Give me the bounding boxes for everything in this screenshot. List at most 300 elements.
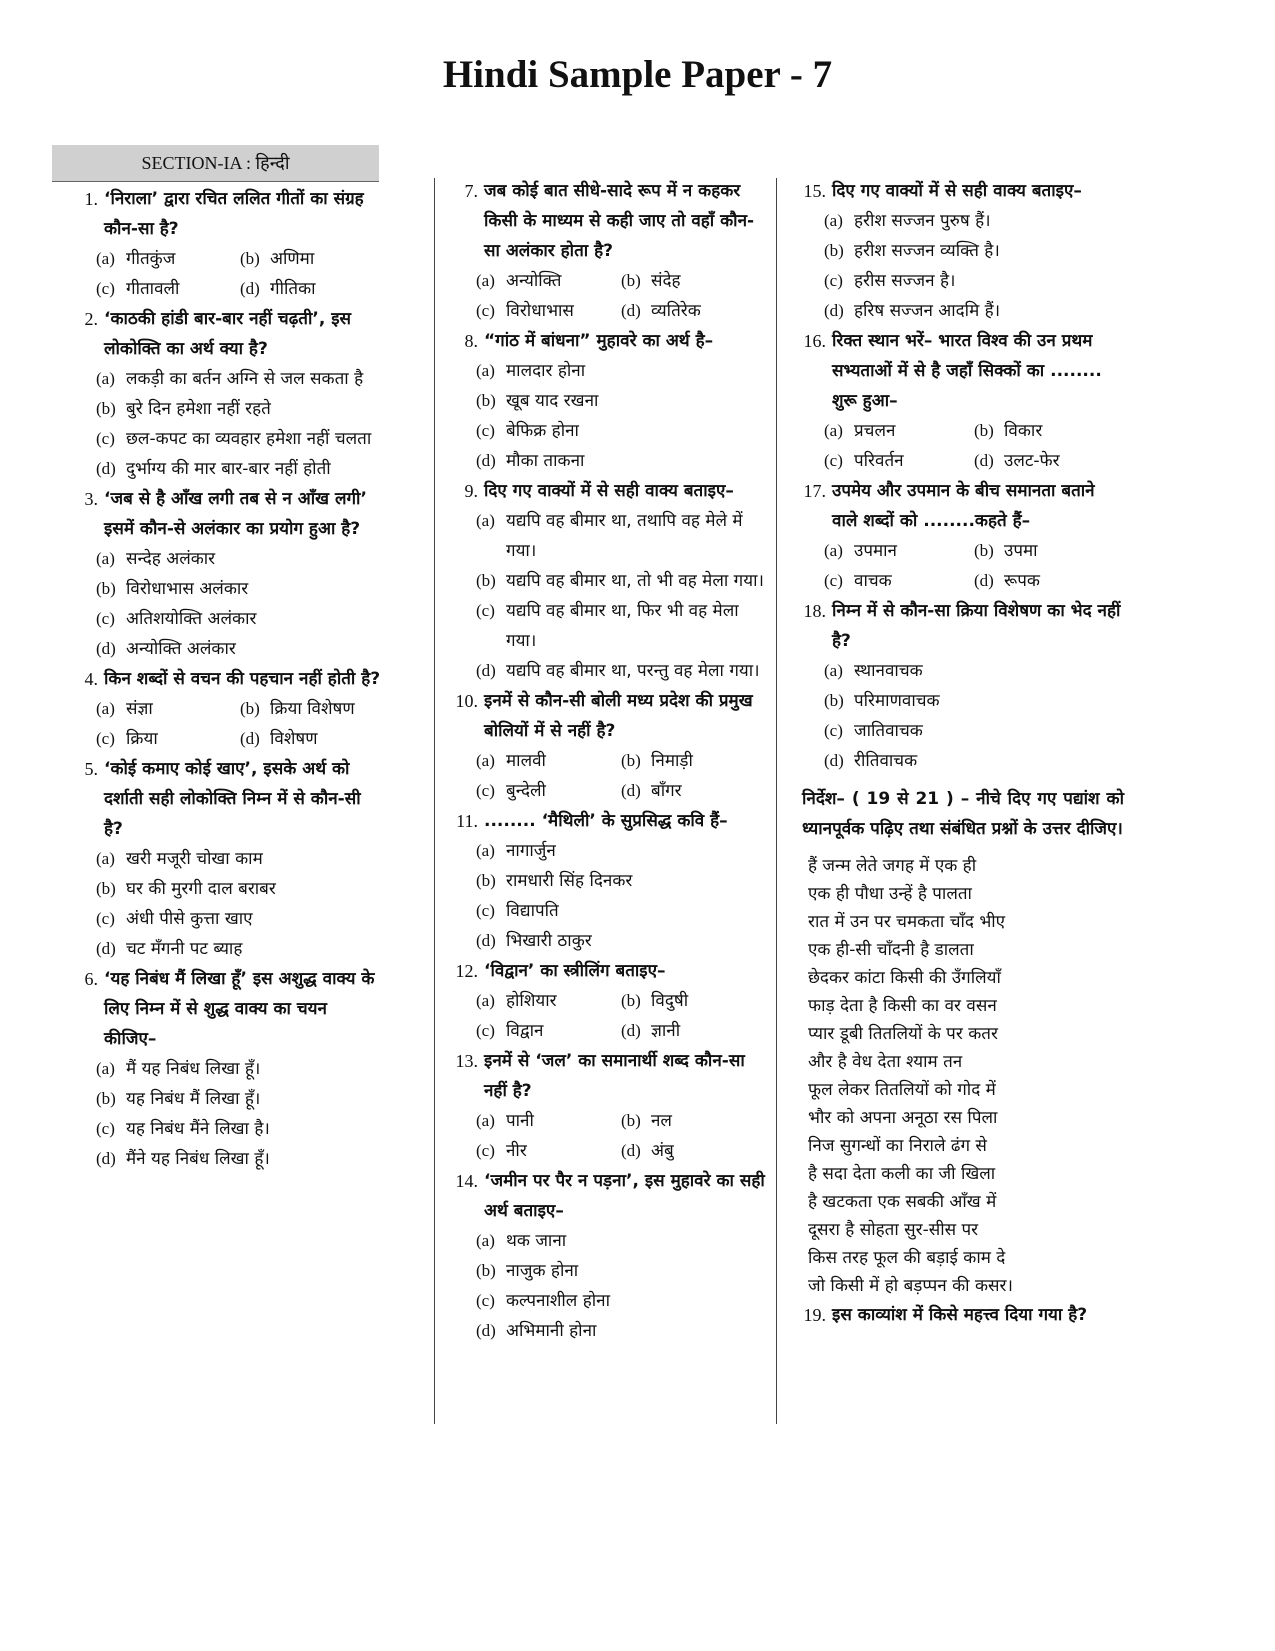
options-list <box>802 416 1124 476</box>
option-text: पानी <box>506 1111 534 1131</box>
option-text: विकार <box>1004 421 1043 441</box>
option-label: (d) <box>974 451 994 470</box>
option <box>974 446 1124 476</box>
option-label: (b) <box>974 421 994 440</box>
option-text: क्रिया विशेषण <box>270 699 355 719</box>
option-row <box>476 1106 766 1136</box>
options-list <box>454 746 766 806</box>
question-8 <box>454 326 766 476</box>
option-label: (d) <box>824 751 844 770</box>
option <box>824 206 1124 236</box>
option <box>96 1054 384 1084</box>
option-label: (a) <box>476 841 495 860</box>
option-label: (a) <box>476 1111 495 1130</box>
question-4 <box>74 664 384 754</box>
option <box>96 844 384 874</box>
question-stem <box>802 596 1124 656</box>
option <box>96 274 240 304</box>
question-7 <box>454 176 766 326</box>
option-row <box>476 986 766 1016</box>
question-text: ‘निराला’ द्वारा रचित ललित गीतों का संग्रह कौन-सा है? <box>104 189 364 239</box>
question-number: 9. <box>464 481 478 501</box>
question-number: 15. <box>803 181 826 201</box>
option-label: (b) <box>240 249 260 268</box>
question-number: 1. <box>84 189 98 209</box>
question-number: 2. <box>84 309 98 329</box>
option <box>476 1316 766 1346</box>
poem-line: किस तरह फूल की बड़ाई काम दे <box>808 1248 1006 1268</box>
option <box>476 1016 621 1046</box>
option-row <box>476 296 766 326</box>
option-text: कल्पनाशील होना <box>506 1291 611 1311</box>
question-stem <box>802 326 1124 416</box>
option-label: (a) <box>96 249 115 268</box>
option-label: (c) <box>96 609 115 628</box>
question-stem <box>802 476 1124 536</box>
option <box>96 454 384 484</box>
question-number: 7. <box>464 181 478 201</box>
option-text: चट मँगनी पट ब्याह <box>126 939 243 959</box>
poem-line: हैं जन्म लेते जगह में एक ही <box>808 856 977 876</box>
question-13 <box>454 1046 766 1166</box>
question-stem <box>74 304 384 364</box>
options-list <box>74 694 384 754</box>
option-label: (a) <box>96 369 115 388</box>
option-text: संदेह <box>651 271 681 291</box>
option-text: छल-कपट का व्यवहार हमेशा नहीं चलता <box>126 429 372 449</box>
question-19 <box>802 1300 1124 1330</box>
options-list <box>454 1226 766 1346</box>
option-text: जातिवाचक <box>854 721 923 741</box>
option <box>240 724 384 754</box>
question-number: 18. <box>803 601 826 621</box>
options-list <box>802 536 1124 596</box>
question-number: 12. <box>455 961 478 981</box>
question-text: ‘विद्वान’ का स्त्रीलिंग बताइए– <box>484 961 666 981</box>
option-label: (d) <box>96 459 116 478</box>
option-label: (b) <box>824 241 844 260</box>
question-stem <box>454 806 766 836</box>
option-label: (b) <box>621 991 641 1010</box>
option-label: (a) <box>96 549 115 568</box>
option-text: अंबु <box>651 1141 674 1161</box>
question-text: ‘जब से है आँख लगी तब से न आँख लगी’ इसमें कौन-से अलंकार का प्रयोग हुआ है? <box>104 489 367 539</box>
option <box>824 716 1124 746</box>
question-stem <box>74 964 384 1054</box>
option-label: (a) <box>824 541 843 560</box>
option <box>476 566 766 596</box>
option-text: परिवर्तन <box>854 451 904 471</box>
question-text: “गांठ में बांधना” मुहावरे का अर्थ है– <box>484 331 714 351</box>
poem-passage <box>802 852 1124 1300</box>
option-label: (c) <box>476 601 495 620</box>
option-text: रूपक <box>1004 571 1040 591</box>
option <box>476 746 621 776</box>
option-row <box>476 746 766 776</box>
option-text: खरी मजूरी चोखा काम <box>126 849 263 869</box>
option <box>476 656 766 686</box>
option-label: (b) <box>96 399 116 418</box>
option <box>96 574 384 604</box>
option-label: (a) <box>476 751 495 770</box>
poem-line: है सदा देता कली का जी खिला <box>808 1164 996 1184</box>
option-label: (c) <box>824 271 843 290</box>
option-label: (b) <box>476 391 496 410</box>
option-label: (d) <box>621 1141 641 1160</box>
column-1 <box>74 184 384 1174</box>
option-label: (b) <box>621 751 641 770</box>
option-text: उलट-फेर <box>1004 451 1060 471</box>
option <box>96 1084 384 1114</box>
question-number: 3. <box>84 489 98 509</box>
page-title: Hindi Sample Paper - 7 <box>442 53 833 96</box>
question-number: 8. <box>464 331 478 351</box>
question-stem <box>454 326 766 356</box>
option-text: हरिष सज्जन आदमि हैं। <box>854 301 1001 321</box>
option-label: (d) <box>621 1021 641 1040</box>
option-text: क्रिया <box>126 729 158 749</box>
poem-line: फाड़ देता है किसी का वर वसन <box>808 996 997 1016</box>
options-list <box>802 206 1124 326</box>
option <box>476 1136 621 1166</box>
option-row <box>96 694 384 724</box>
question-text: इस काव्यांश में किसे महत्त्व दिया गया है? <box>832 1305 1088 1325</box>
option <box>476 1256 766 1286</box>
question-stem <box>454 176 766 266</box>
option-label: (b) <box>621 271 641 290</box>
option-text: विरोधाभास <box>506 301 574 321</box>
question-text: किन शब्दों से वचन की पहचान नहीं होती है? <box>104 669 381 689</box>
column-divider-1 <box>434 178 435 1424</box>
option-label: (a) <box>476 991 495 1010</box>
option-label: (b) <box>824 691 844 710</box>
option <box>824 566 974 596</box>
option-text: संज्ञा <box>126 699 153 719</box>
option <box>476 836 766 866</box>
question-5 <box>74 754 384 964</box>
option <box>824 686 1124 716</box>
question-15 <box>802 176 1124 326</box>
option <box>621 1106 766 1136</box>
poem-line: रात में उन पर चमकता चाँद भीए <box>808 912 1006 932</box>
option-row <box>96 274 384 304</box>
question-17 <box>802 476 1124 596</box>
option-text: नागार्जुन <box>506 841 556 861</box>
option <box>824 446 974 476</box>
option-text: दुर्भाग्य की मार बार-बार नहीं होती <box>126 459 331 479</box>
option <box>824 746 1124 776</box>
option-text: गीतकुंज <box>126 249 176 269</box>
option-label: (b) <box>476 571 496 590</box>
option-text: यद्यपि वह बीमार था, तथापि वह मेले में गया। <box>506 511 743 561</box>
options-list <box>802 656 1124 776</box>
option-row <box>476 1016 766 1046</box>
question-stem <box>454 1166 766 1226</box>
question-stem <box>454 956 766 986</box>
question-stem <box>454 686 766 746</box>
option <box>621 776 766 806</box>
poem-line: एक ही पौधा उन्हें है पालता <box>808 884 972 904</box>
question-stem <box>802 176 1124 206</box>
poem-line: छेदकर कांटा किसी की उँगलियाँ <box>808 968 1001 988</box>
options-list <box>454 356 766 476</box>
option-text: होशियार <box>506 991 557 1011</box>
poem-line: और है वेध देता श्याम तन <box>808 1052 963 1072</box>
poem-line: दूसरा है सोहता सुर-सीस पर <box>808 1220 979 1240</box>
option <box>621 1016 766 1046</box>
question-12 <box>454 956 766 1046</box>
option <box>96 394 384 424</box>
question-text: दिए गए वाक्यों में से सही वाक्य बताइए– <box>832 181 1082 201</box>
option-text: अंधी पीसे कुत्ता खाए <box>126 909 253 929</box>
option-text: हरीस सज्जन है। <box>854 271 956 291</box>
option-text: सन्देह अलंकार <box>126 549 216 569</box>
option-text: बुरे दिन हमेशा नहीं रहते <box>126 399 271 419</box>
option-label: (c) <box>476 901 495 920</box>
option <box>621 266 766 296</box>
option-text: विदुषी <box>651 991 689 1011</box>
question-number: 6. <box>84 969 98 989</box>
option <box>96 874 384 904</box>
column-3 <box>802 176 1124 1330</box>
option-label: (c) <box>96 429 115 448</box>
option <box>476 386 766 416</box>
options-list <box>454 506 766 686</box>
column-divider-2 <box>776 178 777 1424</box>
question-number: 4. <box>84 669 98 689</box>
option <box>476 596 766 656</box>
question-text: रिक्त स्थान भरें– भारत विश्व की उन प्रथम सभ्यताओं में से है जहाँ सिक्कों का ........ शुरू हुआ– <box>832 331 1102 411</box>
options-list <box>74 844 384 964</box>
option-text: बाँगर <box>651 781 682 801</box>
option-text: अभिमानी होना <box>506 1321 597 1341</box>
option <box>476 776 621 806</box>
option <box>96 634 384 664</box>
question-10 <box>454 686 766 806</box>
option-label: (b) <box>621 1111 641 1130</box>
option-text: यद्यपि वह बीमार था, तो भी वह मेला गया। <box>506 571 764 591</box>
poem-line: भौर को अपना अनूठा रस पिला <box>808 1108 998 1128</box>
option-label: (b) <box>974 541 994 560</box>
option-text: मौका ताकना <box>506 451 585 471</box>
question-16 <box>802 326 1124 476</box>
question-text: दिए गए वाक्यों में से सही वाक्य बताइए– <box>484 481 734 501</box>
question-stem <box>74 184 384 244</box>
option-row <box>476 1136 766 1166</box>
option-label: (c) <box>96 729 115 748</box>
option-text: यह निबंध मैं लिखा हूँ। <box>126 1089 261 1109</box>
option-label: (d) <box>96 939 116 958</box>
option-label: (b) <box>96 579 116 598</box>
option-text: अतिशयोक्ति अलंकार <box>126 609 257 629</box>
option <box>824 536 974 566</box>
option <box>96 724 240 754</box>
option-text: मैंने यह निबंध लिखा हूँ। <box>126 1149 270 1169</box>
option <box>240 694 384 724</box>
option <box>621 746 766 776</box>
option-text: नल <box>651 1111 672 1131</box>
question-stem <box>74 754 384 844</box>
option-text: भिखारी ठाकुर <box>506 931 592 951</box>
option-text: रीतिवाचक <box>854 751 918 771</box>
option-label: (a) <box>476 361 495 380</box>
option-text: हरीश सज्जन पुरुष हैं। <box>854 211 991 231</box>
poem-line: है खटकता एक सबकी आँख में <box>808 1192 997 1212</box>
option-label: (d) <box>824 301 844 320</box>
option <box>96 1114 384 1144</box>
option-label: (a) <box>824 661 843 680</box>
option-label: (b) <box>240 699 260 718</box>
question-text: ‘यह निबंध मैं लिखा हूँ’ इस अशुद्ध वाक्य के लिए निम्न में से शुद्ध वाक्य का चयन कीजिए– <box>104 969 375 1049</box>
option-text: लकड़ी का बर्तन अग्नि से जल सकता है <box>126 369 364 389</box>
question-11 <box>454 806 766 956</box>
option-label: (c) <box>476 781 495 800</box>
option <box>824 266 1124 296</box>
question-stem <box>74 484 384 544</box>
option <box>621 1136 766 1166</box>
option <box>96 424 384 454</box>
passage-instruction: निर्देश– ( 19 से 21 ) – नीचे दिए गए पद्यांश को ध्यानपूर्वक पढ़िए तथा संबंधित प्रश्नों के उत्तर दीजिए। <box>802 789 1124 839</box>
option <box>240 244 384 274</box>
option-text: यद्यपि वह बीमार था, फिर भी वह मेला गया। <box>506 601 739 651</box>
option <box>96 544 384 574</box>
column-2 <box>454 176 766 1346</box>
option-text: बेफिक्र होना <box>506 421 579 441</box>
question-2 <box>74 304 384 484</box>
option-text: रामधारी सिंह दिनकर <box>506 871 633 891</box>
option <box>476 896 766 926</box>
question-number: 5. <box>84 759 98 779</box>
option-label: (c) <box>824 451 843 470</box>
option-text: मैं यह निबंध लिखा हूँ। <box>126 1059 261 1079</box>
option-text: यह निबंध मैंने लिखा है। <box>126 1119 270 1139</box>
option-label: (a) <box>824 211 843 230</box>
option <box>476 506 766 566</box>
option-row <box>476 266 766 296</box>
option-label: (d) <box>240 279 260 298</box>
option <box>96 694 240 724</box>
option <box>476 866 766 896</box>
option-text: विद्वान <box>506 1021 544 1041</box>
option-label: (d) <box>476 661 496 680</box>
option-label: (c) <box>824 721 843 740</box>
option <box>974 536 1124 566</box>
option <box>974 566 1124 596</box>
option-text: नीर <box>506 1141 527 1161</box>
option-label: (d) <box>974 571 994 590</box>
option <box>96 904 384 934</box>
options-list <box>454 836 766 956</box>
option <box>476 1286 766 1316</box>
option <box>476 1226 766 1256</box>
option-text: बुन्देली <box>506 781 546 801</box>
option-label: (b) <box>96 879 116 898</box>
option-label: (d) <box>476 451 496 470</box>
option-text: प्रचलन <box>854 421 896 441</box>
option-label: (a) <box>96 849 115 868</box>
option-row <box>96 244 384 274</box>
option-label: (d) <box>621 301 641 320</box>
option-text: विद्यापति <box>506 901 559 921</box>
question-stem <box>74 664 384 694</box>
poem-line: फूल लेकर तितलियों को गोद में <box>808 1080 996 1100</box>
option-label: (c) <box>96 909 115 928</box>
option <box>824 416 974 446</box>
option <box>621 986 766 1016</box>
option-text: निमाड़ी <box>651 751 693 771</box>
poem-line: जो किसी में हो बड़प्पन की कसर। <box>808 1276 1013 1296</box>
question-text: निम्न में से कौन-सा क्रिया विशेषण का भेद नहीं है? <box>832 601 1121 651</box>
option <box>824 296 1124 326</box>
option-text: वाचक <box>854 571 892 591</box>
question-stem <box>454 476 766 506</box>
option-label: (c) <box>476 1021 495 1040</box>
question-number: 10. <box>455 691 478 711</box>
option-label: (d) <box>96 1149 116 1168</box>
option <box>476 446 766 476</box>
question-number: 13. <box>455 1051 478 1071</box>
option-label: (d) <box>621 781 641 800</box>
section-header: SECTION-IA : हिन्दी <box>52 145 379 182</box>
option-text: मालवी <box>506 751 546 771</box>
option-text: परिमाणवाचक <box>854 691 940 711</box>
option-label: (b) <box>476 1261 496 1280</box>
question-text: ‘काठकी हांडी बार-बार नहीं चढ़ती’, इस लोकोक्ति का अर्थ क्या है? <box>104 309 352 359</box>
option <box>96 1144 384 1174</box>
option-label: (d) <box>240 729 260 748</box>
poem-line: निज सुगन्धों का निराले ढंग से <box>808 1136 987 1156</box>
question-text: जब कोई बात सीधे-सादे रूप में न कहकर किसी के माध्यम से कही जाए तो वहाँ कौन-सा अलंकार होता है? <box>484 181 755 261</box>
option-label: (a) <box>96 1059 115 1078</box>
option-text: यद्यपि वह बीमार था, परन्तु वह मेला गया। <box>506 661 760 681</box>
option-label: (a) <box>824 421 843 440</box>
option-label: (c) <box>476 1291 495 1310</box>
option-text: अन्योक्ति अलंकार <box>126 639 236 659</box>
option-row <box>824 566 1124 596</box>
option-text: ज्ञानी <box>651 1021 681 1041</box>
option-text: गीतिका <box>270 279 316 299</box>
options-list <box>454 266 766 326</box>
option-text: अणिमा <box>270 249 315 269</box>
option-text: विशेषण <box>270 729 318 749</box>
option <box>824 236 1124 266</box>
question-9 <box>454 476 766 686</box>
option <box>476 1106 621 1136</box>
poem-line: प्यार डूबी तितलियों के पर कतर <box>808 1024 998 1044</box>
options-list <box>74 544 384 664</box>
option-label: (c) <box>96 1119 115 1138</box>
option-text: नाजुक होना <box>506 1261 579 1281</box>
option <box>476 356 766 386</box>
option-text: उपमान <box>854 541 897 561</box>
question-text: ........ ‘मैथिली’ के सुप्रसिद्ध कवि हैं– <box>484 811 728 831</box>
option <box>240 274 384 304</box>
question-3 <box>74 484 384 664</box>
option <box>476 986 621 1016</box>
option-label: (a) <box>476 511 495 530</box>
question-text: उपमेय और उपमान के बीच समानता बताने वाले शब्दों को ........कहते हैं– <box>832 481 1095 531</box>
option-text: उपमा <box>1004 541 1038 561</box>
option <box>476 416 766 446</box>
question-stem <box>454 1046 766 1106</box>
options-list <box>74 364 384 484</box>
option-label: (c) <box>476 1141 495 1160</box>
question-number: 16. <box>803 331 826 351</box>
options-list <box>74 244 384 304</box>
option <box>96 244 240 274</box>
question-1 <box>74 184 384 304</box>
option-text: व्यतिरेक <box>651 301 701 321</box>
